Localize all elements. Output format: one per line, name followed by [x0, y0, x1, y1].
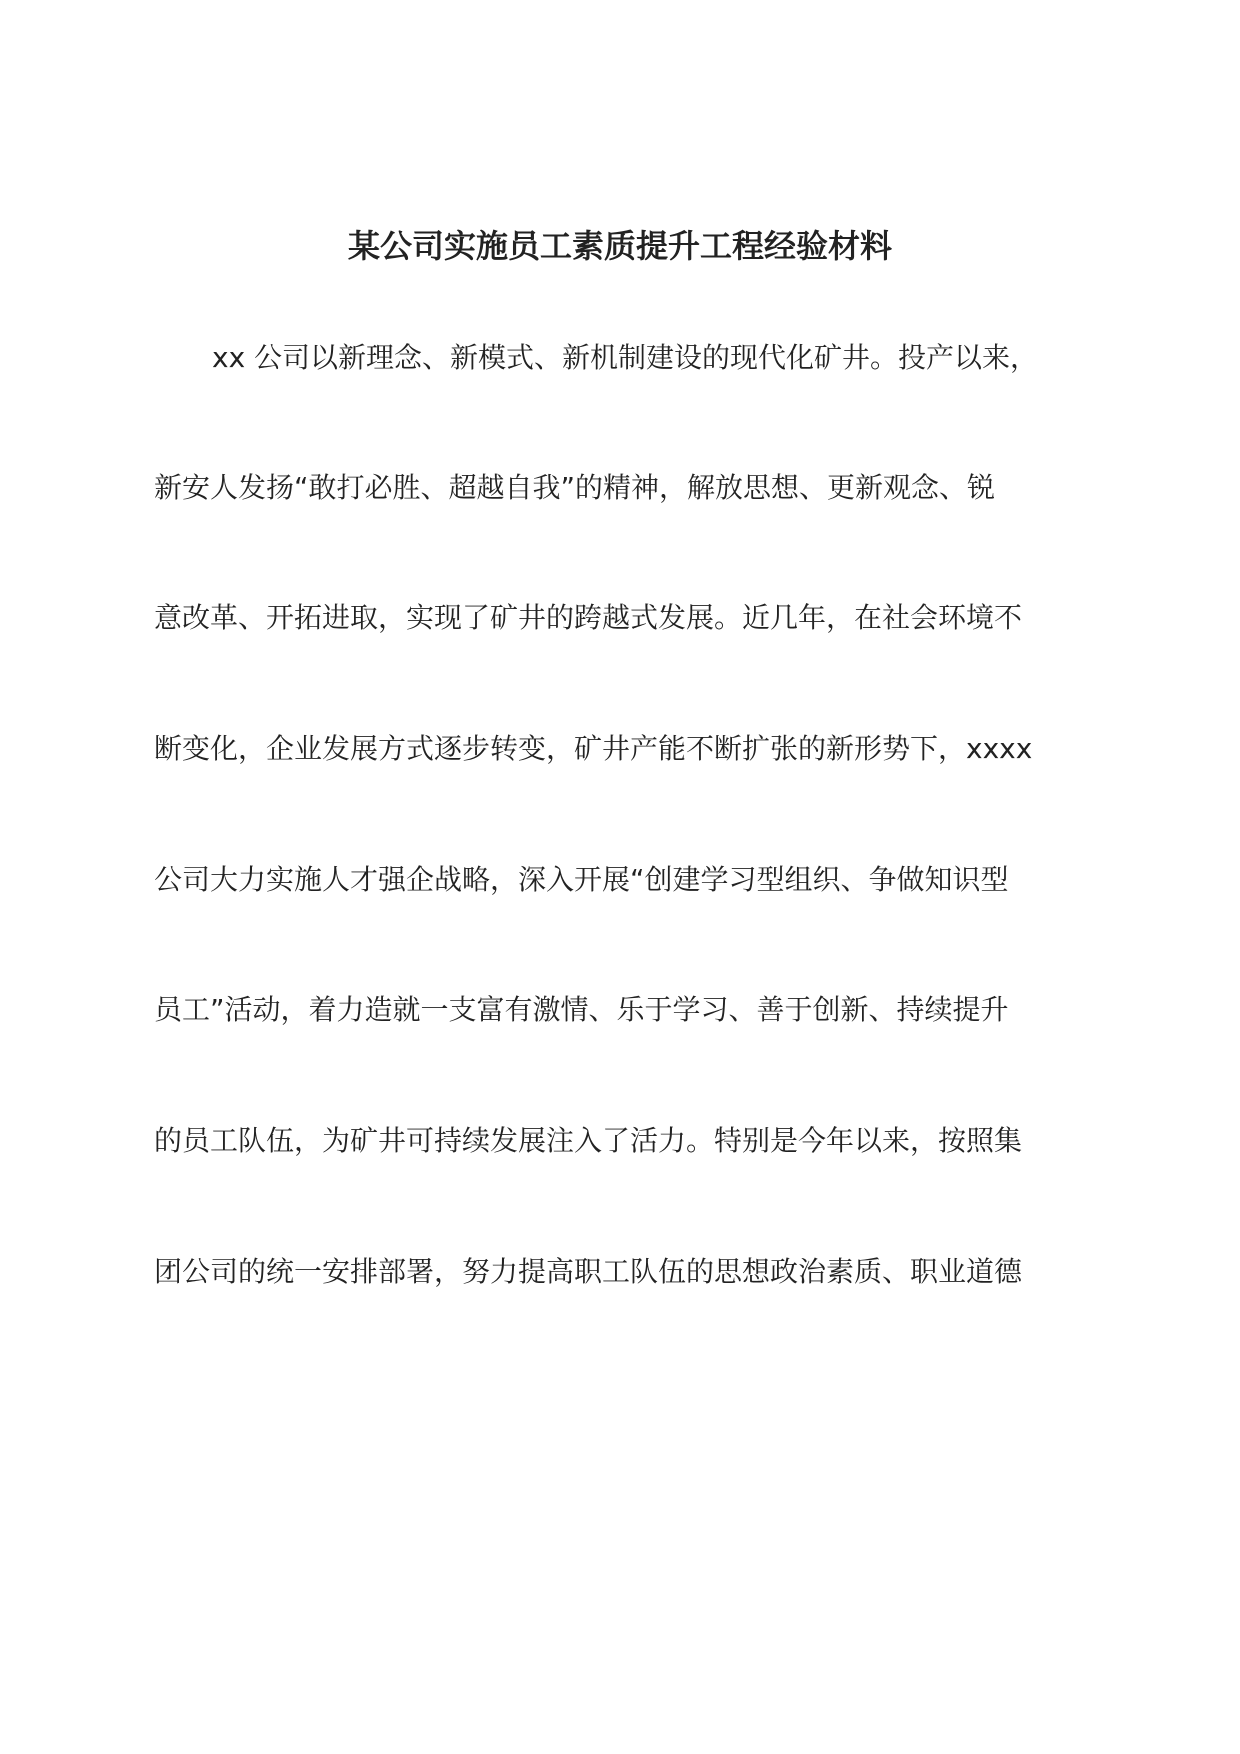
- paragraph-line-6: 员工”活动，着力造就一支富有激情、乐于学习、善于创新、持续提升: [154, 993, 1009, 1026]
- paragraph-line-3: 意改革、开拓进取，实现了矿井的跨越式发展。近几年，在社会环境不: [154, 601, 1023, 634]
- document-title: 某公司实施员工素质提升工程经验材料: [347, 227, 892, 265]
- paragraph-line-5: 公司大力实施人才强企战略，深入开展“创建学习型组织、争做知识型: [154, 863, 1009, 896]
- paragraph-line-8: 团公司的统一安排部署，努力提高职工队伍的思想政治素质、职业道德: [154, 1255, 1023, 1288]
- paragraph-line-7: 的员工队伍，为矿井可持续发展注入了活力。特别是今年以来，按照集: [154, 1124, 1023, 1157]
- paragraph-line-1: xx 公司以新理念、新模式、新机制建设的现代化矿井。投产以来，: [212, 341, 1039, 374]
- paragraph-line-4: 断变化，企业发展方式逐步转变，矿井产能不断扩张的新形势下，xxxx: [154, 732, 1033, 765]
- paragraph-line-2: 新安人发扬“敢打必胜、超越自我”的精神，解放思想、更新观念、锐: [154, 471, 996, 504]
